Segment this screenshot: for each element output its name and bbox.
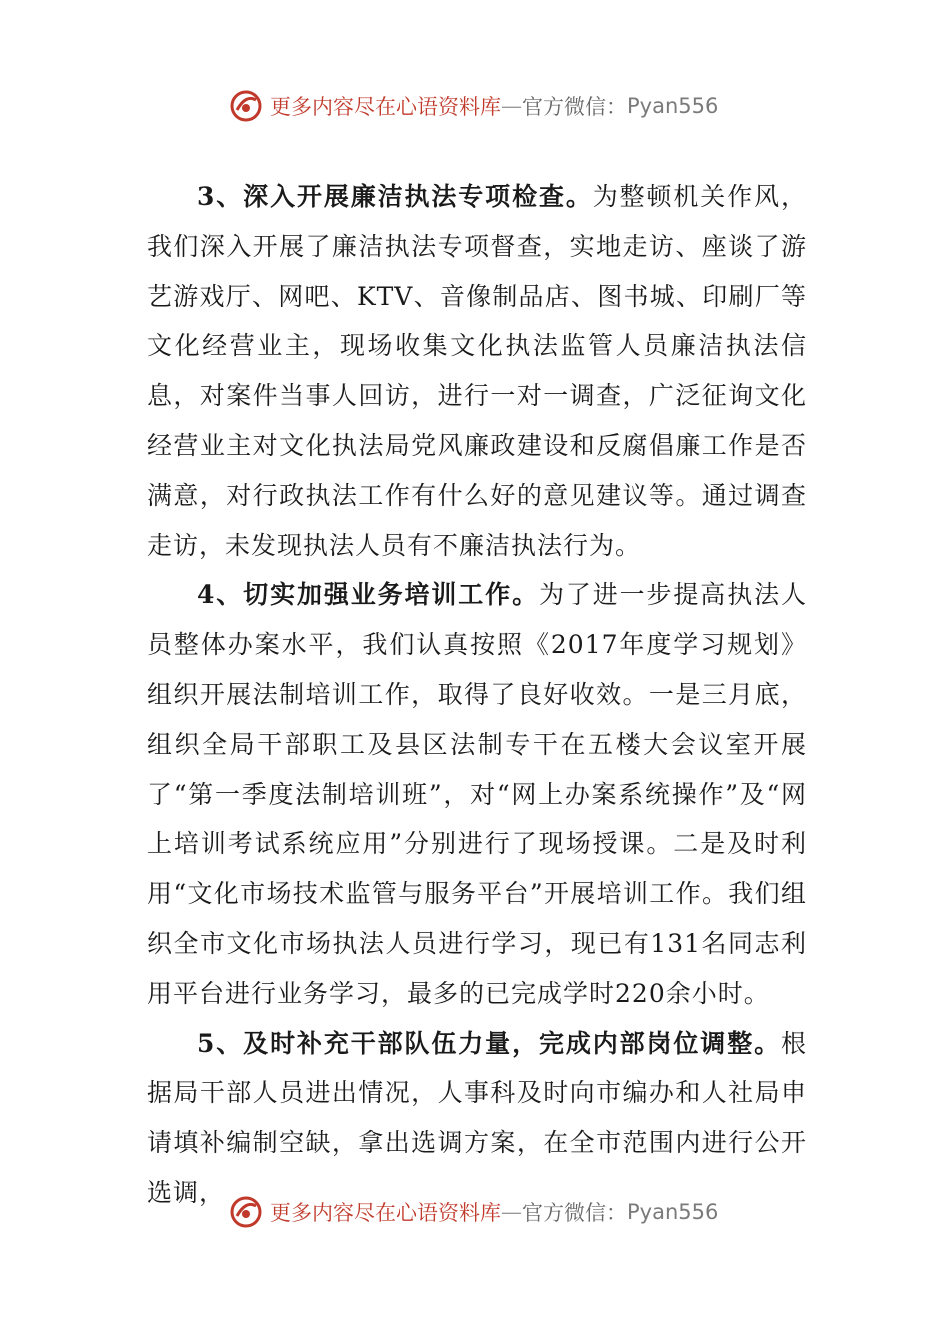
banner-official: 官方微信：	[522, 95, 627, 119]
header-watermark	[228, 86, 718, 126]
paragraph-4-heading: 4、切实加强业务培训工作。	[197, 580, 539, 610]
banner-official: 官方微信：	[522, 1201, 627, 1225]
banner-dash: —	[501, 1200, 522, 1224]
paragraph-3	[147, 172, 807, 570]
paragraph-4	[147, 570, 807, 1018]
banner-wechat-id: Pyan556	[627, 1200, 719, 1224]
brand-logo-icon	[228, 1194, 264, 1230]
banner-wechat-id: Pyan556	[627, 94, 719, 118]
banner-brand: 更多内容尽在心语资料库	[270, 1201, 501, 1225]
paragraph-3-text: 为整顿机关作风，我们深入开展了廉洁执法专项督查，实地走访、座谈了游艺游戏厅、网吧、KTV、音像制品店、图书城、印刷厂等文化经营业主，现场收集文化执法监管人员廉洁执法信息，对案件当事人回访，进行一对一调查，广泛征询文化经营业主对文化执法局党风廉政建设和反腐倡廉工作是否满意，对行政执法工作有什么好的意见建议等。通过调查走访，未发现执法人员有不廉洁执法行为。	[147, 182, 807, 560]
paragraph-5-heading: 5、及时补充干部队伍力量，完成内部岗位调整。	[197, 1028, 781, 1058]
paragraph-3-heading: 3、深入开展廉洁执法专项检查。	[197, 182, 593, 211]
banner-brand: 更多内容尽在心语资料库	[270, 95, 501, 119]
paragraph-5	[147, 1019, 807, 1218]
document-body	[147, 172, 807, 1218]
footer-watermark	[228, 1192, 718, 1232]
paragraph-5-text: 根据局干部人员进出情况，人事科及时向市编办和人社局申请填补编制空缺，拿出选调方案，在全市范围内进行公开选调，	[147, 1028, 807, 1207]
paragraph-4-text: 为了进一步提高执法人员整体办案水平，我们认真按照《2017年度学习规划》组织开展法制培训工作，取得了良好收效。一是三月底，组织全局干部职工及县区法制专干在五楼大会议室开展了“第一季度法制培训班”，对“网上办案系统操作”及“网上培训考试系统应用”分别进行了现场授课。二是及时利用“文化市场技术监管与服务平台”开展培训工作。我们组织全市文化市场执法人员进行学习，现已有131名同志利用平台进行业务学习，最多的已完成学时220余小时。	[147, 580, 807, 1008]
brand-logo-icon	[228, 88, 264, 124]
banner-dash: —	[501, 94, 522, 118]
